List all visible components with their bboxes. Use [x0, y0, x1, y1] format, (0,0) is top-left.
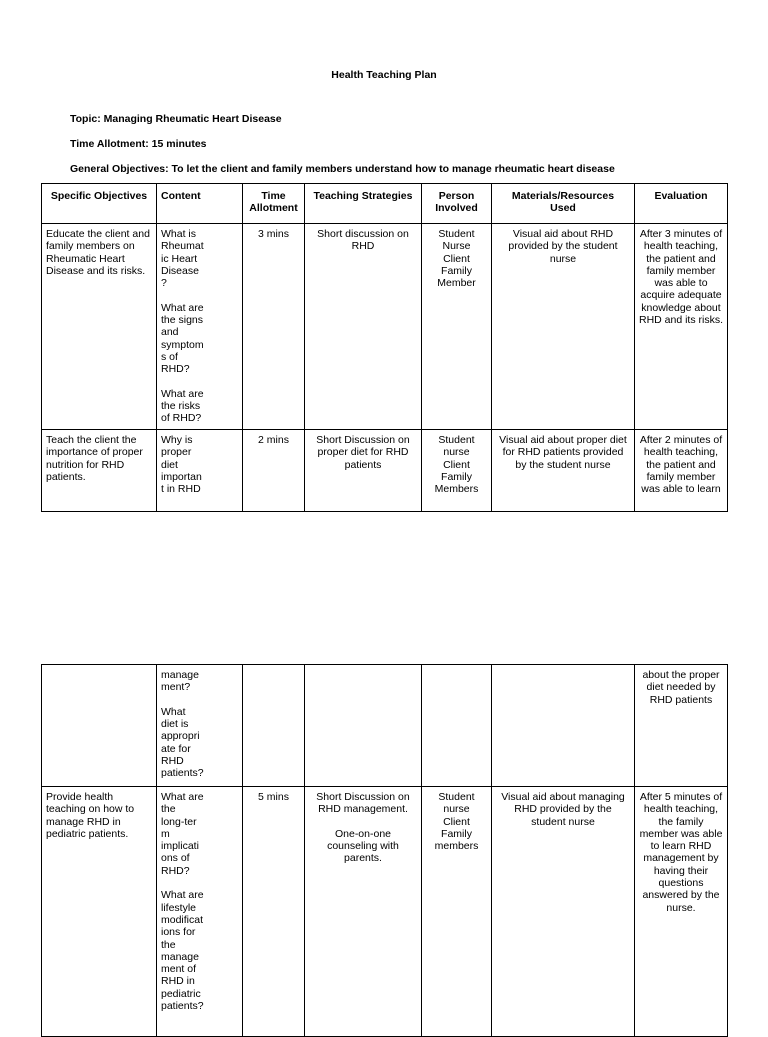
teaching-plan-table — [41, 183, 728, 512]
strategy-cell: Short discussion on RHD — [305, 224, 422, 430]
time-cell: 2 mins — [243, 430, 305, 512]
person-cell: Student nurse Client Family members — [422, 787, 492, 1037]
time-allotment-line: Time Allotment: 15 minutes — [70, 138, 207, 150]
content-cell: What are the long-ter m implicati ons of RHD? What are lifestyle modificat ions for the manage ment of RHD in pediatric patients? — [157, 787, 243, 1037]
table-row — [42, 665, 728, 787]
header-evaluation: Evaluation — [635, 184, 728, 224]
table-row — [42, 787, 728, 1037]
objective-cell: Provide health teaching on how to manage RHD in pediatric patients. — [42, 787, 157, 1037]
objective-cell: Educate the client and family members on Rheumatic Heart Disease and its risks. — [42, 224, 157, 430]
materials-cell: Visual aid about proper diet for RHD patients provided by the student nurse — [492, 430, 635, 512]
time-cell: 3 mins — [243, 224, 305, 430]
materials-cell: Visual aid about RHD provided by the student nurse — [492, 224, 635, 430]
evaluation-cell: about the proper diet needed by RHD patients — [635, 665, 728, 787]
strategy-cell — [305, 665, 422, 787]
content-cell: manage ment? What diet is appropri ate for RHD patients? — [157, 665, 243, 787]
evaluation-cell: After 5 minutes of health teaching, the family member was able to learn RHD management by having their questions answered by the nurse. — [635, 787, 728, 1037]
table-header-row — [42, 184, 728, 224]
person-cell — [422, 665, 492, 787]
time-cell: 5 mins — [243, 787, 305, 1037]
header-time-allotment: Time Allotment — [243, 184, 305, 224]
header-teaching-strategies: Teaching Strategies — [305, 184, 422, 224]
objective-cell — [42, 665, 157, 787]
person-cell: Student Nurse Client Family Member — [422, 224, 492, 430]
evaluation-cell: After 3 minutes of health teaching, the patient and family member was able to acquire adequate knowledge about RHD and its risks. — [635, 224, 728, 430]
table-row — [42, 430, 728, 512]
header-specific-objectives: Specific Objectives — [42, 184, 157, 224]
materials-cell: Visual aid about managing RHD provided by the student nurse — [492, 787, 635, 1037]
document-title: Health Teaching Plan — [331, 69, 437, 81]
objective-cell: Teach the client the importance of proper nutrition for RHD patients. — [42, 430, 157, 512]
topic-line: Topic: Managing Rheumatic Heart Disease — [70, 113, 282, 125]
header-content: Content — [157, 184, 243, 224]
header-person-involved: Person Involved — [422, 184, 492, 224]
general-objectives-line: General Objectives: To let the client and family members understand how to manage rheumatic heart disease — [70, 163, 615, 175]
table-row — [42, 224, 728, 430]
materials-cell — [492, 665, 635, 787]
content-cell: What is Rheumat ic Heart Disease ? What are the signs and symptom s of RHD? What are the risks of RHD? — [157, 224, 243, 430]
header-materials: Materials/Resources Used — [492, 184, 635, 224]
teaching-plan-table-continued — [41, 664, 728, 1037]
person-cell: Student nurse Client Family Members — [422, 430, 492, 512]
strategy-cell: Short Discussion on proper diet for RHD patients — [305, 430, 422, 512]
strategy-cell: Short Discussion on RHD management. One-on-one counseling with parents. — [305, 787, 422, 1037]
time-cell — [243, 665, 305, 787]
evaluation-cell: After 2 minutes of health teaching, the patient and family member was able to learn — [635, 430, 728, 512]
content-cell: Why is proper diet importan t in RHD — [157, 430, 243, 512]
